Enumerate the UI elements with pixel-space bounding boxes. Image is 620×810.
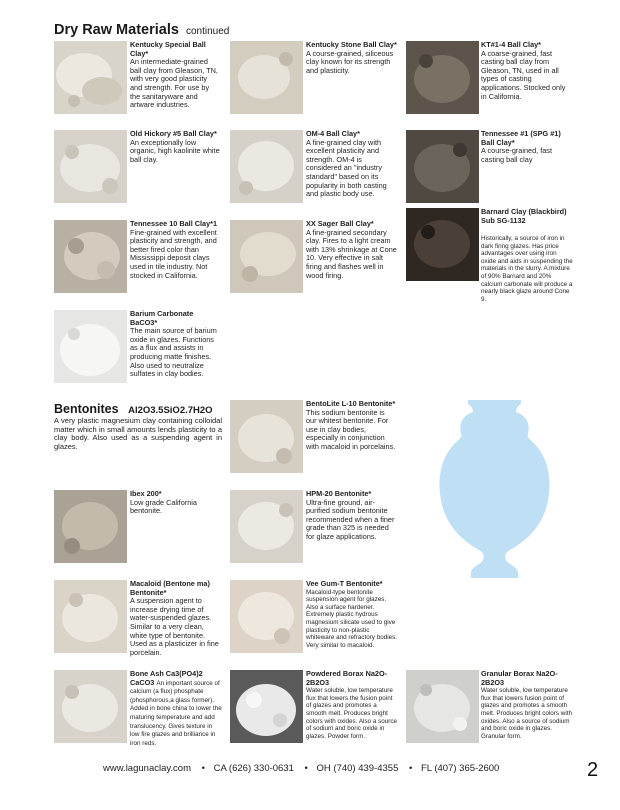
macaloid-swatch: [54, 580, 127, 653]
barium-carbonate-swatch: [54, 310, 127, 383]
bentonites-title: Bentonites: [54, 402, 119, 416]
bone-ash-text: [130, 670, 222, 747]
item-desc: Water soluble, low temperature flux that lowers the fusion point of glazes and promotes a smooth melt. Produces bright colors with oxides. Also a source of sodium and boric oxide in glazes. Powder form.: [306, 687, 397, 740]
item-desc: A coarse-grained, fast casting ball clay from Gleason, TN, used in all types of casting applications. Stocked only in California.: [481, 48, 566, 101]
vee-gum-swatch: [230, 580, 303, 653]
bentolite-text: [306, 400, 396, 452]
item-desc: Water soluble, low temperature flux that lowers fusion point of glazes and promotes a smooth melt. Produces bright colors with oxides. Also a source of sodium and boric oxide in glazes. Granular form.: [481, 687, 572, 740]
item-desc: Macaloid-type bentonite suspension agent for glazes. Also a surface hardener. Extremely plastic hydrous magnesium silicate used to give plasticity to non-plastic whiteware and refractory bodies. Very similar to macaloid.: [306, 588, 398, 649]
item-desc: Fine-grained with excellent plasticity and strength, and better fired color than Mississippi deposit clays used in tile industry. Not stocked in California.: [130, 227, 217, 280]
kentucky-special-swatch: [54, 41, 127, 114]
item-name: Barnard Clay (Blackbird) Sub SG-1132: [481, 207, 567, 225]
vase-illustration: [432, 400, 557, 578]
xx-sager-swatch: [230, 220, 303, 293]
bentonites-heading: [54, 402, 222, 416]
bentonites-description: A very plastic magnesium clay containing colloidal matter which in small amounts lends plasticity to a clay body. Also used as a suspending agent in glazes.: [54, 416, 222, 452]
item-name: Granular Borax Na2O-2B2O3: [481, 669, 558, 687]
item-name: Kentucky Special Ball Clay*: [130, 40, 206, 58]
kentucky-stone-swatch: [230, 41, 303, 114]
kentucky-special-text: [130, 41, 220, 110]
item-name: Kentucky Stone Ball Clay*: [306, 40, 397, 49]
item-desc: Low grade California bentonite.: [130, 497, 197, 516]
xx-sager-text: [306, 220, 398, 280]
tennessee-1-text: [481, 130, 573, 164]
page-title-continued: continued: [185, 26, 230, 37]
footer-phone-ca: CA (626) 330-0631: [213, 763, 294, 774]
footer-phone-oh: OH (740) 439-4355: [316, 763, 399, 774]
item-name: KT#1-4 Ball Clay*: [481, 40, 542, 49]
item-desc: The main source of barium oxide in glazes. Functions as a flux and assists in producing matte finishes. Also used to neutralize sulfates in clay bodies.: [130, 326, 217, 379]
item-desc: A course-grained, fast casting ball clay: [481, 146, 552, 164]
old-hickory-swatch: [54, 130, 127, 203]
bentonites-formula: Al2O3.5SiO2.7H2O: [128, 405, 213, 416]
ibex-text: [130, 490, 220, 516]
om4-swatch: [230, 130, 303, 203]
item-name: Powdered Borax Na2O-2B2O3: [306, 669, 388, 687]
item-desc: An important source of calcium (a flux) phosphate (phosphorous,a glass former). Added in bone china to lower the maturing temperature and add translucency. Gives texture in low fire glazes and brilliance in iron reds.: [130, 679, 222, 747]
tennessee-10-swatch: [54, 220, 127, 293]
vee-gum-text: [306, 580, 398, 649]
om4-text: [306, 130, 398, 199]
item-name: Ibex 200*: [130, 489, 162, 498]
item-desc: This sodium bentonite is our whitest bentonite. For use in clay bodies, especially in conjunction with macaloid in porcelains.: [306, 407, 396, 451]
barnard-clay-text: [481, 208, 573, 225]
page-title-text: Dry Raw Materials: [54, 22, 179, 38]
item-name: BentoLite L-10 Bentonite*: [306, 399, 396, 408]
kt14-swatch: [406, 41, 479, 114]
item-desc: A suspension agent to increase drying time of water-suspended glazes. Similar to a very clean, white type of bentonite. Used as a plasticizer in fine porcelain.: [130, 596, 219, 657]
macaloid-text: [130, 580, 220, 657]
item-desc: An intermediate-grained ball clay from Gleason, TN, with very good plasticity and strength. For use by the sanitaryware and artware industries.: [130, 57, 218, 110]
kt14-text: [481, 41, 573, 101]
barnard-clay-swatch: [406, 208, 479, 281]
item-name: Tennessee #1 (SPG #1) Ball Clay*: [481, 129, 561, 147]
footer-website[interactable]: www.lagunaclay.com: [103, 763, 192, 774]
old-hickory-text: [130, 130, 220, 164]
page-title: [54, 22, 229, 38]
item-name: XX Sager Ball Clay*: [306, 219, 374, 228]
footer-bullet: •: [304, 763, 308, 774]
footer-bullet: •: [201, 763, 205, 774]
granular-borax-swatch: [406, 670, 479, 743]
granular-borax-text: [481, 670, 573, 740]
item-name: Barium Carbonate BaCO3*: [130, 309, 194, 327]
tennessee-1-swatch: [406, 130, 479, 203]
hpm20-swatch: [230, 490, 303, 563]
item-name: Macaloid (Bentone ma) Bentonite*: [130, 579, 210, 597]
barnard-clay-desc: [481, 235, 573, 303]
powdered-borax-text: [306, 670, 398, 740]
item-desc: A fine-grained clay with excellent plasticity and strength. OM-4 is considered an "industry standard" based on its popularity in both casting and plastic body use.: [306, 137, 387, 199]
item-name: Bone Ash Ca3(PO4)2 CaCO3: [130, 669, 203, 687]
item-name: Vee Gum-T Bentonite*: [306, 579, 383, 588]
item-desc: Ultra-fine ground, air-purified sodium bentonite recommended when a finer grade than 325 is needed for glaze applications.: [306, 497, 395, 541]
item-name: Old Hickory #5 Ball Clay*: [130, 129, 217, 138]
footer-bullet: •: [409, 763, 413, 774]
bentonites-section: [54, 402, 222, 452]
barium-carbonate-text: [130, 310, 220, 379]
item-desc: Historically, a source of iron in dark firing glazes. Has price advantages over using iron oxide and aids in suspending the materials in the slurry. A mixture of 90% Barnard and 20% calcium carbonate will produce a nearly black glaze around Cone 9.: [481, 235, 573, 303]
ibex-swatch: [54, 490, 127, 563]
item-desc: A course-grained, siliceous clay known for its strength and plasticity.: [306, 48, 394, 75]
bentolite-swatch: [230, 400, 303, 473]
hpm20-text: [306, 490, 398, 542]
bone-ash-swatch: [54, 670, 127, 743]
item-name: OM-4 Ball Clay*: [306, 129, 360, 138]
footer-contact: [103, 763, 501, 774]
item-name: HPM-20 Bentonite*: [306, 489, 372, 498]
tennessee-10-text: [130, 220, 220, 280]
item-name: Tennessee 10 Ball Clay*1: [130, 219, 218, 228]
item-desc: An exceptionally low organic, high kaolinite white ball clay.: [130, 137, 220, 164]
powdered-borax-swatch: [230, 670, 303, 743]
item-desc: A fine-grained secondary clay. Fires to a light cream with 13% shrinkage at Cone 10. Very effective in salt firing and flashes well in wood firing.: [306, 227, 397, 280]
footer-phone-fl: FL (407) 365-2600: [420, 763, 500, 774]
kentucky-stone-text: [306, 41, 398, 75]
page-number: 2: [587, 759, 599, 781]
